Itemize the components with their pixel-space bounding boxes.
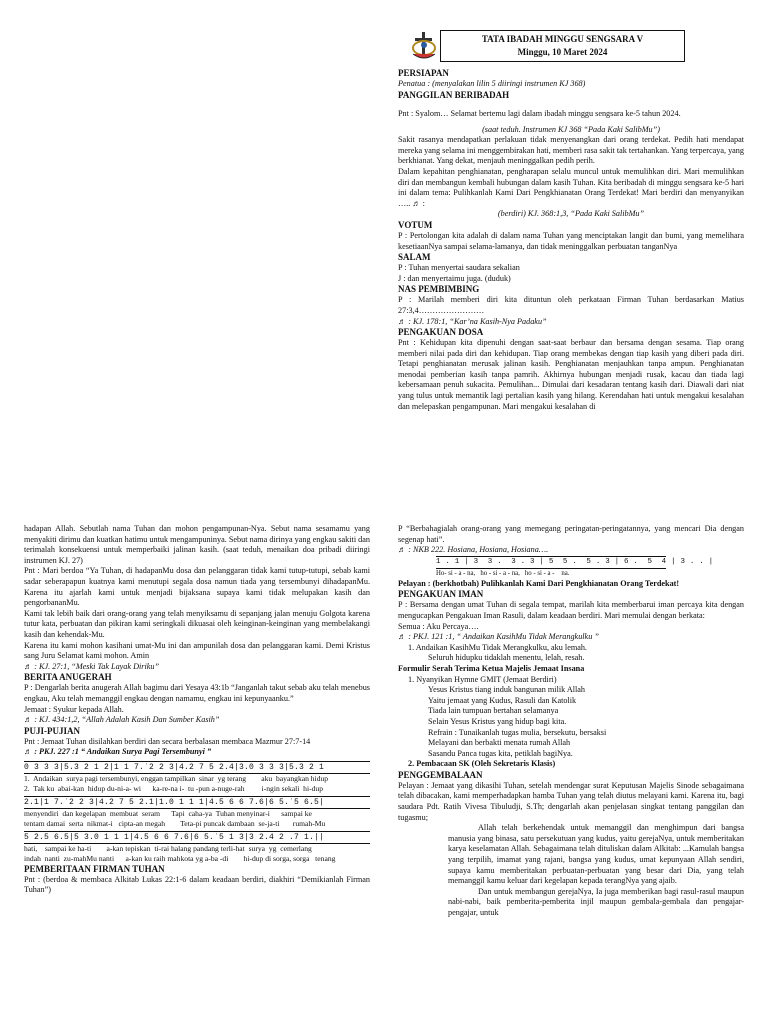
iman-text: P : Bersama dengan umat Tuhan di segala tempat, marilah kita memberbarui iman percaya kita dengan mengucapkan Pengakuan Iman Rasuli, dalam keadaan berdiri. Mari memulai dengan berkata: <box>398 600 744 620</box>
para-2b: (berdiri) KJ. 368:1,3, “Pada Kaki SalibMu” <box>497 209 645 219</box>
salam-j: J : dan menyertaimu juga. (duduk) <box>398 273 511 283</box>
section-votum: VOTUM <box>398 219 433 230</box>
section-iman: PENGAKUAN IMAN <box>398 589 484 600</box>
pkj227: ♬ : PKJ. 227 :1 “ Andaikan Surya Pagi Tersembunyi ” <box>24 747 212 757</box>
formulir-heading: Formulir Serah Terima Ketua Majelis Jemaat Insana <box>398 663 585 673</box>
penatua-line: Penatua : (menyalakan lilin 5 diiringi instrumen KJ 368) <box>398 79 586 88</box>
saat-teduh: (saat teduh. Instrumen KJ 368 “Pada Kaki SalibMu”) <box>482 124 660 134</box>
firman-text: Pnt : (berdoa & membaca Alkitab Lukas 22:1-6 dalam keadaan berdiri, diakhiri “Demikianlah Firman Tuhan”) <box>24 874 370 895</box>
pengakuan-text: Pnt : Kehidupan kita dipenuhi dengan saat-saat berbaur dan bersama dengan sesama. Tiap orang memberi nilai pada diri dan kehidupan. Tiap orang membekas dengan tiap kasih yang diberi pada diri. Tetapi penghianatan merusak jalinan kasih. Penghianatan menjauhkan tanpa ampun. Penghianatan menodai pemberian kasih tanpa pamrih. Akhirnya hubungan menjadi rusak, kacau dan tiada lagi kebersamaan penuh sukacita. Pemulihan... Dimulai dari kesadaran tentang kasih dari. Diawali dari niat yang tulus untuk memantik lagi pertalian kasih yang hilang. Kerendahan hati untuk mengakui kesalahan dan melepaskan pengampunan. Mari mengakui kesalahan di <box>398 338 744 411</box>
page-date: Minggu, 10 Maret 2024 <box>517 47 608 57</box>
f2: Yesus Kristus tiang induk bangunan milik Allah <box>428 685 586 695</box>
pelayan-khotbah: Pelayan : (berkhotbah) Pulihkanlah Kami Dari Pengkhianatan Orang Terdekat! <box>398 578 680 588</box>
section-berita: BERITA ANUGERAH <box>24 672 112 683</box>
nkb-lyric: Ho- si - a - na, ho - si - a - na, ho - si - a - na. <box>436 569 570 577</box>
f3: Yaitu jemaat yang Kudus, Rasuli dan Katolik <box>428 695 577 705</box>
peng-text-2: Allah telah berkehendak untuk memanggil dan menghimpun dari bangsa manusia yang binasa, satu persekutuan yang kudus, yaitu gerejaNya, untuk memberitakan karya keselamatan Allah. Sebagaimana telah dituliskan dalam Alkitab: ...Kamulah bangsa yang terpilih, imamat yang rajani, bangsa yang kudus, umat kepunyaan Allah sendiri, supaya kamu memberitakan perbuatan-perbuatan yang besar dari Dia, yang telah memanggil kamu keluar dari kegelapan kepada terangNya yang ajaib. <box>448 823 744 886</box>
nas-p: P : Marilah memberi diri kita dituntun oleh perkataan Firman Tuhan berdasarkan Matius 27:3,4…………………… <box>398 295 744 315</box>
para-2: Dalam kepahitan penghianatan, pengharapan selalu muncul untuk memulihkan diri. Mari memulihkan diri dan membangun kembali hubungan dalam kasih Tuhan. Kita beribadah di minggu sengsara ke-5 hari ini dalam tema: Pulihkanlah Kami Dari Pengkhianatan Orang Terdekat! Mari berdiri dan menyanyikan ….. ♬ : <box>398 166 744 208</box>
lyric-line-5: hati, sampai ke ha-ti a-kan tepiskan ti-rai halang pandang terli-hat surya yg cemerlang <box>24 843 312 853</box>
f4: Tiada lain tumpuan bertahan selamanya <box>428 706 559 716</box>
a2: Seluruh hidupku tidaklah menentu, lelah, resah. <box>428 653 585 663</box>
pnt-syalom: Pnt : Syalom… Selamat bertemu lagi dalam ibadah minggu sengsara ke-5 tahun 2024. <box>398 108 681 118</box>
lb-para-1: hadapan Allah. Sebutlah nama Tuhan dan mohon pengampunan-Nya. Sebut nama sesamamu yang menyakiti dirimu dan kuatkan hatimu untuk mengampuninya. Sebut nama dirinya yang engkau sakiti dan terimalah konsekuensi untuk memperbaiki jalinan kasih. (saat teduh, menaikan doa pribadi diiringi instrumen KJ. 27) <box>24 524 370 565</box>
page-title: TATA IBADAH MINGGU SENGSARA V <box>481 34 644 44</box>
votum-text: P : Pertolongan kita adalah di dalam nama Tuhan yang menciptakan langit dan bumi, yang memelihara kesetiaanNya sampai selama-lamanya, dan tidak meninggalkan perbuatan tanganNya <box>398 230 744 251</box>
section-salam: SALAM <box>398 252 431 263</box>
peng-text-3: Dan untuk membangun gerejaNya, Ia juga memberikan bagi rasul-rasul maupun nabi-nabi, baik pemberita-pemberita injil maupun gembala-gembala dan pengajar-pengajar, untuk <box>448 886 744 917</box>
rb-para-1: P “Berbahagialah orang-orang yang memegang peringatan-peringatannya, yang mencari Dia dengan segenap hati”. <box>398 524 744 544</box>
f1: 1. Nyanyikan Hymne GMIT (Jemaat Berdiri) <box>408 674 557 684</box>
berita-text: P : Dengarlah berita anugerah Allah bagimu dari Yesaya 43:1b “Janganlah takut sebab aku telah menebus engkau, Aku telah memanggil engkau dengan namamu, engkau ini kepunyaanku.” <box>24 683 370 703</box>
f6: Refrain : Tunaikanlah tugas mulia, bersekutu, bersaksi <box>428 727 607 737</box>
lyric-line-4: tentam damai serta nikmat-i cipta-an megah Teta-pi puncak dambaan se-ja-ti rumah-Mu <box>24 818 326 828</box>
puji-text: Pnt : Jemaat Tuhan disilahkan berdiri dan secara berbalasan membaca Mazmur 27:7-14 <box>24 736 311 746</box>
section-persiapan: PERSIAPAN <box>398 68 449 78</box>
semua-line: Semua : Aku Percaya…. <box>398 621 479 631</box>
jemaat-line: Jemaat : Syukur kepada Allah. <box>24 704 124 714</box>
notation-line-2: 2.1|1 7.ˈ2 2 3|4.2 7 5 2.1|1.0 1 1 1|4.5 6 6 7.6|6 5.ˈ5 6.5| <box>24 796 370 809</box>
a1: 1. Andaikan KasihMu Tidak Merangkulku, aku lemah. <box>408 642 587 652</box>
section-penggembalaan: PENGGEMBALAAN <box>398 769 483 780</box>
f8: Sasandu Panca tugas kita, petiklah bagiNya. <box>428 748 573 758</box>
lyric-line-3: menyendiri dan kegelapan membuat seram Tapi caha-ya Tuhan menyinar-i sampai ke <box>24 808 312 818</box>
kj27: ♬ : KJ. 27:1, “Meski Tak Layak Diriku” <box>24 661 160 671</box>
section-panggilan: PANGGILAN BERIBADAH <box>398 89 510 100</box>
lb-para-4: Karena itu kami mohon kasihani umat-Mu ini dan ampunilah dosa dan pelanggaran kami. Demi Kristus sang Juru Selamat kami mohon. Amin <box>24 640 370 661</box>
pkj121: ♬ : PKJ. 121 :1, “ Andaikan KasihMu Tidak Merangkulku ” <box>398 632 599 642</box>
nkb-notation: 1 . 1 | 3 3 . 3 . 3 | 5 5 . 5 . 3 | 6 . 5 4 | 3 . . | <box>436 556 666 569</box>
f7: Melayani dan berbakti menata rumah Allah <box>428 738 571 748</box>
right-bottom-column <box>398 524 744 919</box>
section-pengakuan: PENGAKUAN DOSA <box>398 327 484 338</box>
right-top-column <box>398 68 744 412</box>
kj434: ♬ : KJ. 434:1,2, “Allah Adalah Kasih Dan Sumber Kasih” <box>24 715 220 725</box>
lyric-line-2: 2. Tak ku abai-kan hidup du-ni-a- wi ka-re-na i- tu -pun a-nuge-rah i-ngin sekali hi-dup <box>24 783 323 793</box>
nas-kj: ♬ : KJ. 178:1, “Kar’na Kasih-Nya Padaku” <box>398 316 547 326</box>
title-box <box>440 30 685 62</box>
section-nas: NAS PEMBIMBING <box>398 284 480 295</box>
notation-block <box>24 761 370 864</box>
lb-para-2: Pnt : Mari berdoa “Ya Tuhan, di hadapanMu dosa dan pelanggaran tidak kami tutup-tutupi, sebab kami sadar seberapapun kuatnya kami menutupi segala dosa namun tiada yang tersembunyi dihadapanMu. Karena itu ajarlah kami untuk menjadi bijaksana supaya kami tidak melupakan kasih dan pengorbananMu. <box>24 566 370 608</box>
section-puji: PUJI-PUJIAN <box>24 725 80 736</box>
notation-line-3: 5 2.5 6.5|5 3.0 1 1 1|4.5 6 6 7.6|6 5.ˈ5 1 3|3 2.4 2 .7 1.|| <box>24 831 370 844</box>
para-1: Sakit rasanya mendapatkan perlakuan tidak menyenangkan dari orang terdekat. Pedih hati mendapat mereka yang selama ini menggembirakan hati, memberi rasa sakit tak tertahankan. Yang terpercaya, yang berkhianat. Yang dekat, menjauh meninggalkan pedih perih. <box>398 135 744 166</box>
section-firman: PEMBERITAAN FIRMAN TUHAN <box>24 863 165 874</box>
lyric-line-6: indah nanti zu-mahMu nanti a-kan ku raih mahkota yg a-ba -di hi-dup di sorga, sorga tenang <box>24 853 336 863</box>
notation-line-1: 0 3 3 3|5.3 2 1 2|1 1 7.ˈ2 2 3|4.2 7 5 2.4|3.0 3 3 3|5.3 2 1 <box>24 761 370 774</box>
left-bottom-column <box>24 524 370 896</box>
lb-para-3: Kami tak lebih baik dari orang-orang yang telah menyiksamu di sepanjang jalan menuju Golgota karena tutur kata, perbuatan dan pikiran kami seringkali dikuasai oleh keinginan-keinginan yang membelakangi kasih dan kehendak-Mu. <box>24 608 370 639</box>
lyric-line-1: 1. Andaikan surya pagi tersembunyi, enggan tampilkan sinar yg terang aku bayangkan hidup <box>24 773 329 783</box>
peng-text: Pelayan : Jemaat yang dikasihi Tuhan, setelah mendengar surat Keputusan Majelis Sinode sebagaimana telah dibacakan, kami memperhadapkan hamba Tuhan yang telah diutus melayani kami. Karena itu, bagi saudara Pdt. Ratih Vivesa Tibuludji, S.Th; dengarlah akan penjelasan singkat tentang panggilan dan tugasmu; <box>398 780 744 822</box>
salam-p: P : Tuhan menyertai saudara sekalian <box>398 263 520 273</box>
f5: Selain Yesus Kristus yang hidup bagi kita. <box>428 716 567 726</box>
church-logo-icon <box>410 30 438 62</box>
f9: 2. Pembacaan SK (Oleh Sekretaris Klasis) <box>408 759 556 769</box>
nkb-line: ♬ : NKB 222. Hosiana, Hosiana, Hosiana…. <box>398 545 549 555</box>
